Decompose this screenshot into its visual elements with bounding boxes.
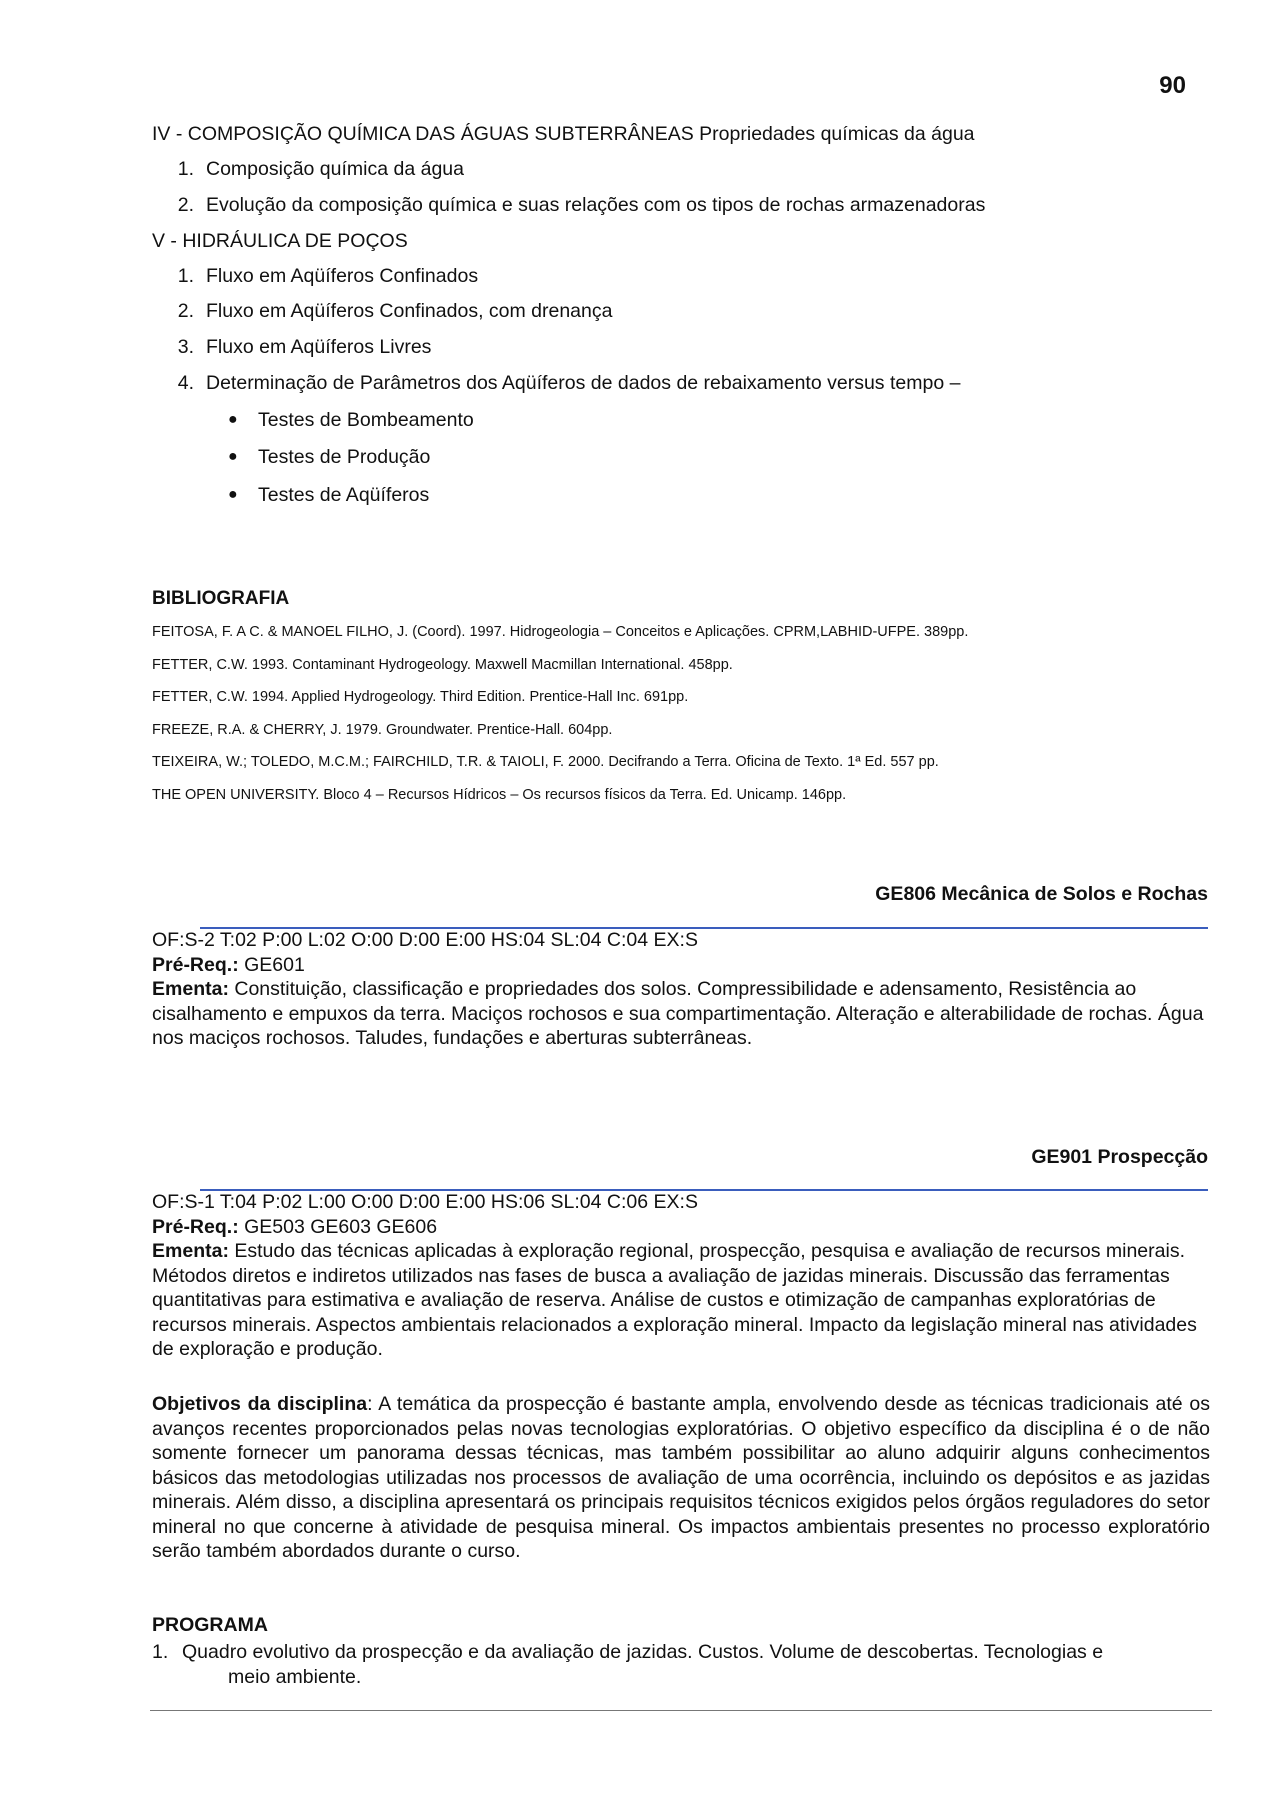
list-item-number: 1.: [177, 265, 194, 287]
bibliography-entry: FETTER, C.W. 1994. Applied Hydrogeology. Third Edition. Prentice-Hall Inc. 691pp.: [152, 689, 689, 705]
ementa-label: Ementa:: [152, 978, 229, 1000]
list-item-text: Evolução da composição química e suas relações com os tipos de rochas armazenadoras: [206, 194, 986, 216]
course-details-ge806: [152, 928, 1210, 1051]
list-item-text: Fluxo em Aqüíferos Confinados: [206, 265, 479, 287]
list-item-text: Fluxo em Aqüíferos Confinados, com drenança: [206, 300, 613, 322]
bibliography-entry: TEIXEIRA, W.; TOLEDO, M.C.M.; FAIRCHILD, T.R. & TAIOLI, F. 2000. Decifrando a Terra. Oficina de Texto. 1ª Ed. 557 pp.: [152, 754, 939, 770]
programa-item-text-continued: meio ambiente.: [228, 1666, 362, 1688]
bibliography-entry: THE OPEN UNIVERSITY. Bloco 4 – Recursos Hídricos – Os recursos físicos da Terra. Ed. Unicamp. 146pp.: [152, 786, 847, 803]
list-item-number: 4.: [177, 372, 194, 394]
bullet-icon: ●: [228, 486, 238, 503]
course-details-ge901: [152, 1190, 1210, 1362]
list-item-number: 3.: [177, 336, 194, 358]
ementa-text: Estudo das técnicas aplicadas à exploração regional, prospecção, pesquisa e avaliação de recursos minerais. Métodos diretos e indiretos utilizados nas fases de busca a avaliação de jazidas minerais. Discussão das ferramentas quantitativas para estimativa e avaliação de reserva. Análise de custos e otimização de campanhas exploratórias de recursos minerais. Aspectos ambientais relacionados a exploração mineral. Impacto da legislação mineral nas atividades de exploração e produção.: [152, 1240, 1197, 1360]
course-codes: OF:S-1 T:04 P:02 L:00 O:00 D:00 E:00 HS:06 SL:04 C:06 EX:S: [152, 1191, 698, 1213]
prereq-label: Pré-Req.:: [152, 953, 239, 976]
bottom-divider: [150, 1710, 1212, 1711]
course-ementa: [152, 977, 1210, 1051]
prereq-value: GE601: [238, 953, 305, 976]
list-item-number: 2.: [177, 194, 194, 216]
programa-item: [152, 1640, 1210, 1690]
course-objetivos: [152, 1392, 1210, 1564]
list-item-text: Fluxo em Aqüíferos Livres: [206, 336, 432, 358]
programa-title: PROGRAMA: [152, 1614, 268, 1636]
bibliography-title: BIBLIOGRAFIA: [152, 588, 290, 609]
bullet-text: Testes de Produção: [258, 446, 431, 468]
section-iv-heading: IV - COMPOSIÇÃO QUÍMICA DAS ÁGUAS SUBTERRÂNEAS Propriedades químicas da água: [152, 123, 975, 145]
course-title-ge901: GE901 Prospecção: [1031, 1146, 1208, 1168]
course-prereq: [152, 953, 1210, 978]
ementa-text: Constituição, classificação e propriedades dos solos. Compressibilidade e adensamento, Resistência ao cisalhamento e empuxos da terra. Maciços rochosos e sua compartimentação. Alteração e alterabilidade de rochas. Água nos maciços rochosos. Taludes, fundações e aberturas subterrâneas.: [152, 978, 1204, 1049]
course-codes: OF:S-2 T:02 P:00 L:02 O:00 D:00 E:00 HS:04 SL:04 C:04 EX:S: [152, 929, 698, 951]
bibliography-entry: FREEZE, R.A. & CHERRY, J. 1979. Groundwater. Prentice-Hall. 604pp.: [152, 721, 613, 738]
objetivos-text: : A temática da prospecção é bastante ampla, envolvendo desde as técnicas tradicionais até os avanços recentes proporcionados pelas novas tecnologias exploratórias. O objetivo específico da disciplina é o de não somente fornecer um panorama dessas técnicas, mas também possibilitar ao aluno adquirir alguns conhecimentos básicos das metodologias utilizadas nos processos de avaliação de uma ocorrência, incluindo os depósitos e as jazidas minerais. Além disso, a disciplina apresentará os principais requisitos técnicos exigidos pelos órgãos reguladores do setor mineral no que concerne à atividade de pesquisa mineral. Os impactos ambientais presentes no processo exploratório serão também abordados durante o curso.: [152, 1393, 1210, 1562]
course-prereq: [152, 1215, 1210, 1240]
prereq-label: Pré-Req.:: [152, 1215, 239, 1238]
programa-item-text: Quadro evolutivo da prospecção e da avaliação de jazidas. Custos. Volume de descobertas. Tecnologias e: [182, 1641, 1104, 1663]
objetivos-label: Objetivos da disciplina: [152, 1393, 368, 1415]
bibliography-entry: FEITOSA, F. A C. & MANOEL FILHO, J. (Coord). 1997. Hidrogeologia – Conceitos e Aplicações. CPRM,LABHID-UFPE. 389pp.: [152, 624, 969, 640]
bibliography-list: [152, 624, 968, 819]
bullet-text: Testes de Aqüíferos: [258, 484, 430, 506]
section-v-heading: V - HIDRÁULICA DE POÇOS: [152, 230, 408, 252]
list-item-number: 1.: [177, 158, 194, 180]
list-item-number: 2.: [177, 300, 194, 322]
page-number: 90: [1159, 72, 1186, 99]
bullet-icon: ●: [228, 448, 238, 465]
list-item-text: Determinação de Parâmetros dos Aqüíferos de dados de rebaixamento versus tempo –: [206, 372, 961, 394]
list-item-text: Composição química da água: [206, 158, 464, 180]
programa-item-number: 1.: [152, 1641, 169, 1663]
bullet-icon: ●: [228, 411, 238, 428]
ementa-label: Ementa:: [152, 1240, 229, 1262]
course-title-ge806: GE806 Mecânica de Solos e Rochas: [875, 883, 1208, 905]
course-ementa: [152, 1239, 1210, 1362]
bullet-text: Testes de Bombeamento: [258, 409, 474, 431]
prereq-value: GE503 GE603 GE606: [238, 1215, 438, 1238]
bibliography-entry: FETTER, C.W. 1993. Contaminant Hydrogeology. Maxwell Macmillan International. 458pp.: [152, 656, 733, 673]
